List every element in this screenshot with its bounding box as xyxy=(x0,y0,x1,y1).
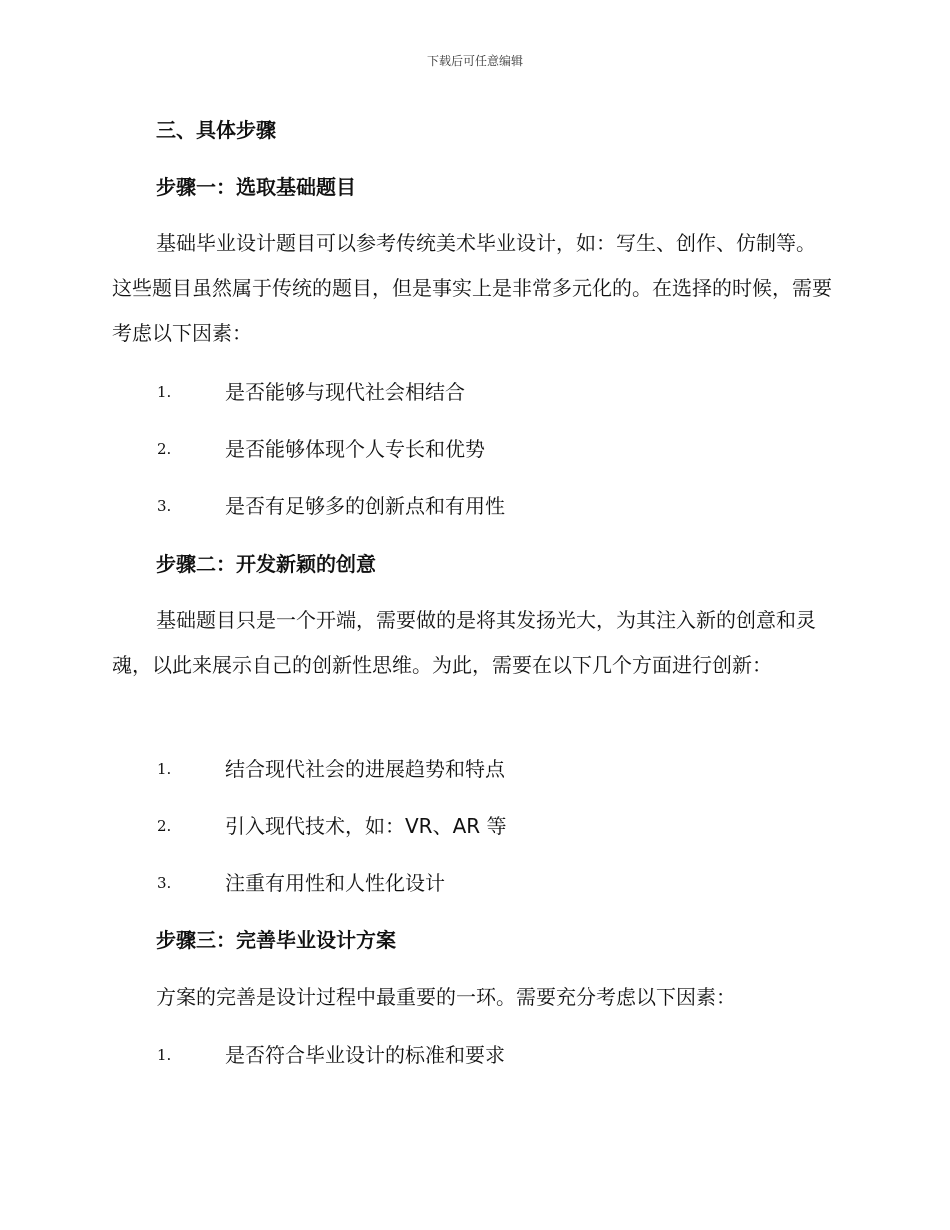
step2-title: 步骤二：开发新颖的创意 xyxy=(156,552,376,576)
list-text: 是否能够体现个人专长和优势 xyxy=(225,437,485,461)
list-text: 是否有足够多的创新点和有用性 xyxy=(225,494,505,518)
step3-title: 步骤三：完善毕业设计方案 xyxy=(156,928,396,952)
list-item xyxy=(0,755,950,783)
list-number: 2. xyxy=(157,440,172,458)
list-item xyxy=(0,812,950,840)
list-number: 3. xyxy=(157,497,172,515)
list-text: 是否符合毕业设计的标准和要求 xyxy=(225,1043,505,1067)
list-number: 1. xyxy=(157,760,172,778)
list-number: 2. xyxy=(157,817,172,835)
list-item xyxy=(0,869,950,897)
list-text: 是否能够与现代社会相结合 xyxy=(225,380,465,404)
list-text: 结合现代社会的进展趋势和特点 xyxy=(225,757,505,781)
step1-title: 步骤一：选取基础题目 xyxy=(156,175,356,199)
list-item xyxy=(0,492,950,520)
list-text: 引入现代技术，如：VR、AR 等 xyxy=(225,814,507,838)
list-item xyxy=(0,435,950,463)
step1-paragraph: 基础毕业设计题目可以参考传统美术毕业设计，如：写生、创作、仿制等。这些题目虽然属于传统的题目，但是事实上是非常多元化的。在选择的时候，需要考虑以下因素： xyxy=(112,231,832,345)
list-text: 注重有用性和人性化设计 xyxy=(225,871,445,895)
page-header: 下载后可任意编辑 xyxy=(426,54,523,68)
list-item xyxy=(0,378,950,406)
list-number: 3. xyxy=(157,874,172,892)
list-item xyxy=(0,1041,950,1069)
list-number: 1. xyxy=(157,383,172,401)
step3-paragraph: 方案的完善是设计过程中最重要的一环。需要充分考虑以下因素： xyxy=(156,985,736,1009)
section-title: 三、具体步骤 xyxy=(156,118,276,142)
step2-paragraph: 基础题目只是一个开端，需要做的是将其发扬光大，为其注入新的创意和灵魂，以此来展示自己的创新性思维。为此，需要在以下几个方面进行创新： xyxy=(112,608,816,677)
list-number: 1. xyxy=(157,1046,172,1064)
